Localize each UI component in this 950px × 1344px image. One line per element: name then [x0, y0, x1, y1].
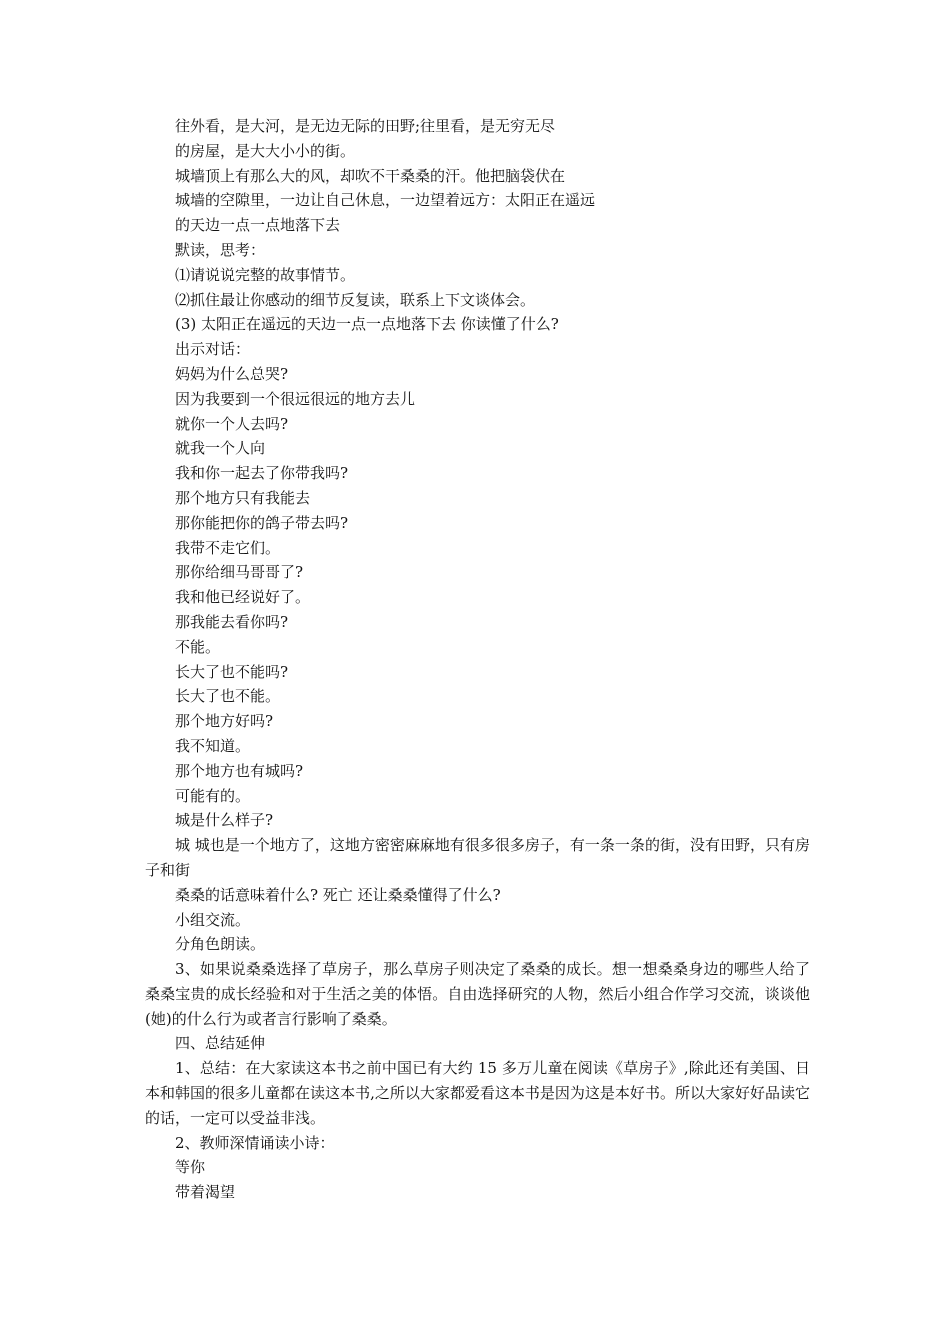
text-line: 桑桑的话意味着什么? 死亡 还让桑桑懂得了什么?	[175, 885, 501, 904]
body-paragraph: 3、如果说桑桑选择了草房子，那么草房子则决定了桑桑的成长。想一想桑桑身边的哪些人给了桑桑宝贵的成长经验和对于生活之美的体悟。自由选择研究的人物，然后小组合作学习交流，谈谈他(她)的什么行为或者言行影响了桑桑。	[145, 960, 810, 1028]
dialogue-line: 可能有的。	[175, 786, 251, 805]
text-line: 分角色朗读。	[175, 935, 266, 954]
dialogue-line: 我和你一起去了你带我吗?	[175, 464, 349, 483]
question-item: (3) 太阳正在遥远的天边一点一点地落下去 你读懂了什么?	[175, 315, 559, 334]
summary-paragraph: 1、总结：在大家读这本书之前中国已有大约 15 多万儿童在阅读《草房子》,除此还有美国、日本和韩国的很多儿童都在读这本书,之所以大家都爱看这本书是因为这是本好书。所以大家好好品读它的话，一定可以受益非浅。	[145, 1059, 810, 1127]
poem-line: 带着渴望	[175, 1183, 236, 1202]
dialogue-line: 我带不走它们。	[175, 538, 281, 557]
dialogue-line: 因为我要到一个很远很远的地方去儿	[175, 389, 416, 408]
text-line: 城墙的空隙里，一边让自己休息，一边望着远方：太阳正在遥远	[175, 191, 596, 210]
document-body	[145, 114, 810, 1205]
section-heading: 四、总结延伸	[175, 1034, 266, 1053]
text-line: 的天边一点一点地落下去	[175, 216, 341, 235]
dialogue-line: 那我能去看你吗?	[175, 612, 289, 631]
dialogue-line: 不能。	[175, 637, 221, 656]
question-item: ⑴请说说完整的故事情节。	[175, 265, 356, 284]
text-line: 的房屋，是大大小小的街。	[175, 141, 356, 160]
dialogue-line: 妈妈为什么总哭?	[175, 364, 289, 383]
poem-line: 等你	[175, 1158, 206, 1177]
dialogue-line: 那个地方也有城吗?	[175, 761, 304, 780]
dialogue-line: 那你给细马哥哥了?	[175, 563, 304, 582]
text-line: 小组交流。	[175, 910, 251, 929]
dialogue-line: 就你一个人去吗?	[175, 414, 289, 433]
dialogue-line: 长大了也不能。	[175, 687, 281, 706]
question-item: ⑵抓住最让你感动的细节反复读，联系上下文谈体会。	[175, 290, 536, 309]
dialogue-paragraph: 城 城也是一个地方了，这地方密密麻麻地有很多很多房子，有一条一条的街，没有田野，只有房子和街	[145, 836, 810, 879]
dialogue-line: 那个地方只有我能去	[175, 488, 311, 507]
text-line: 出示对话：	[175, 340, 251, 359]
dialogue-line: 那你能把你的鸽子带去吗?	[175, 513, 349, 532]
dialogue-line: 城是什么样子?	[175, 811, 274, 830]
dialogue-line: 我不知道。	[175, 736, 251, 755]
dialogue-line: 就我一个人向	[175, 439, 266, 458]
text-line: 城墙顶上有那么大的风，却吹不干桑桑的汗。他把脑袋伏在	[175, 166, 566, 185]
dialogue-line: 长大了也不能吗?	[175, 662, 289, 681]
dialogue-line: 那个地方好吗?	[175, 712, 274, 731]
text-line: 2、教师深情诵读小诗：	[175, 1133, 335, 1152]
dialogue-line: 我和他已经说好了。	[175, 588, 311, 607]
text-line: 往外看，是大河，是无边无际的田野;往里看，是无穷无尽	[175, 117, 556, 135]
text-line: 默读，思考：	[175, 240, 266, 259]
